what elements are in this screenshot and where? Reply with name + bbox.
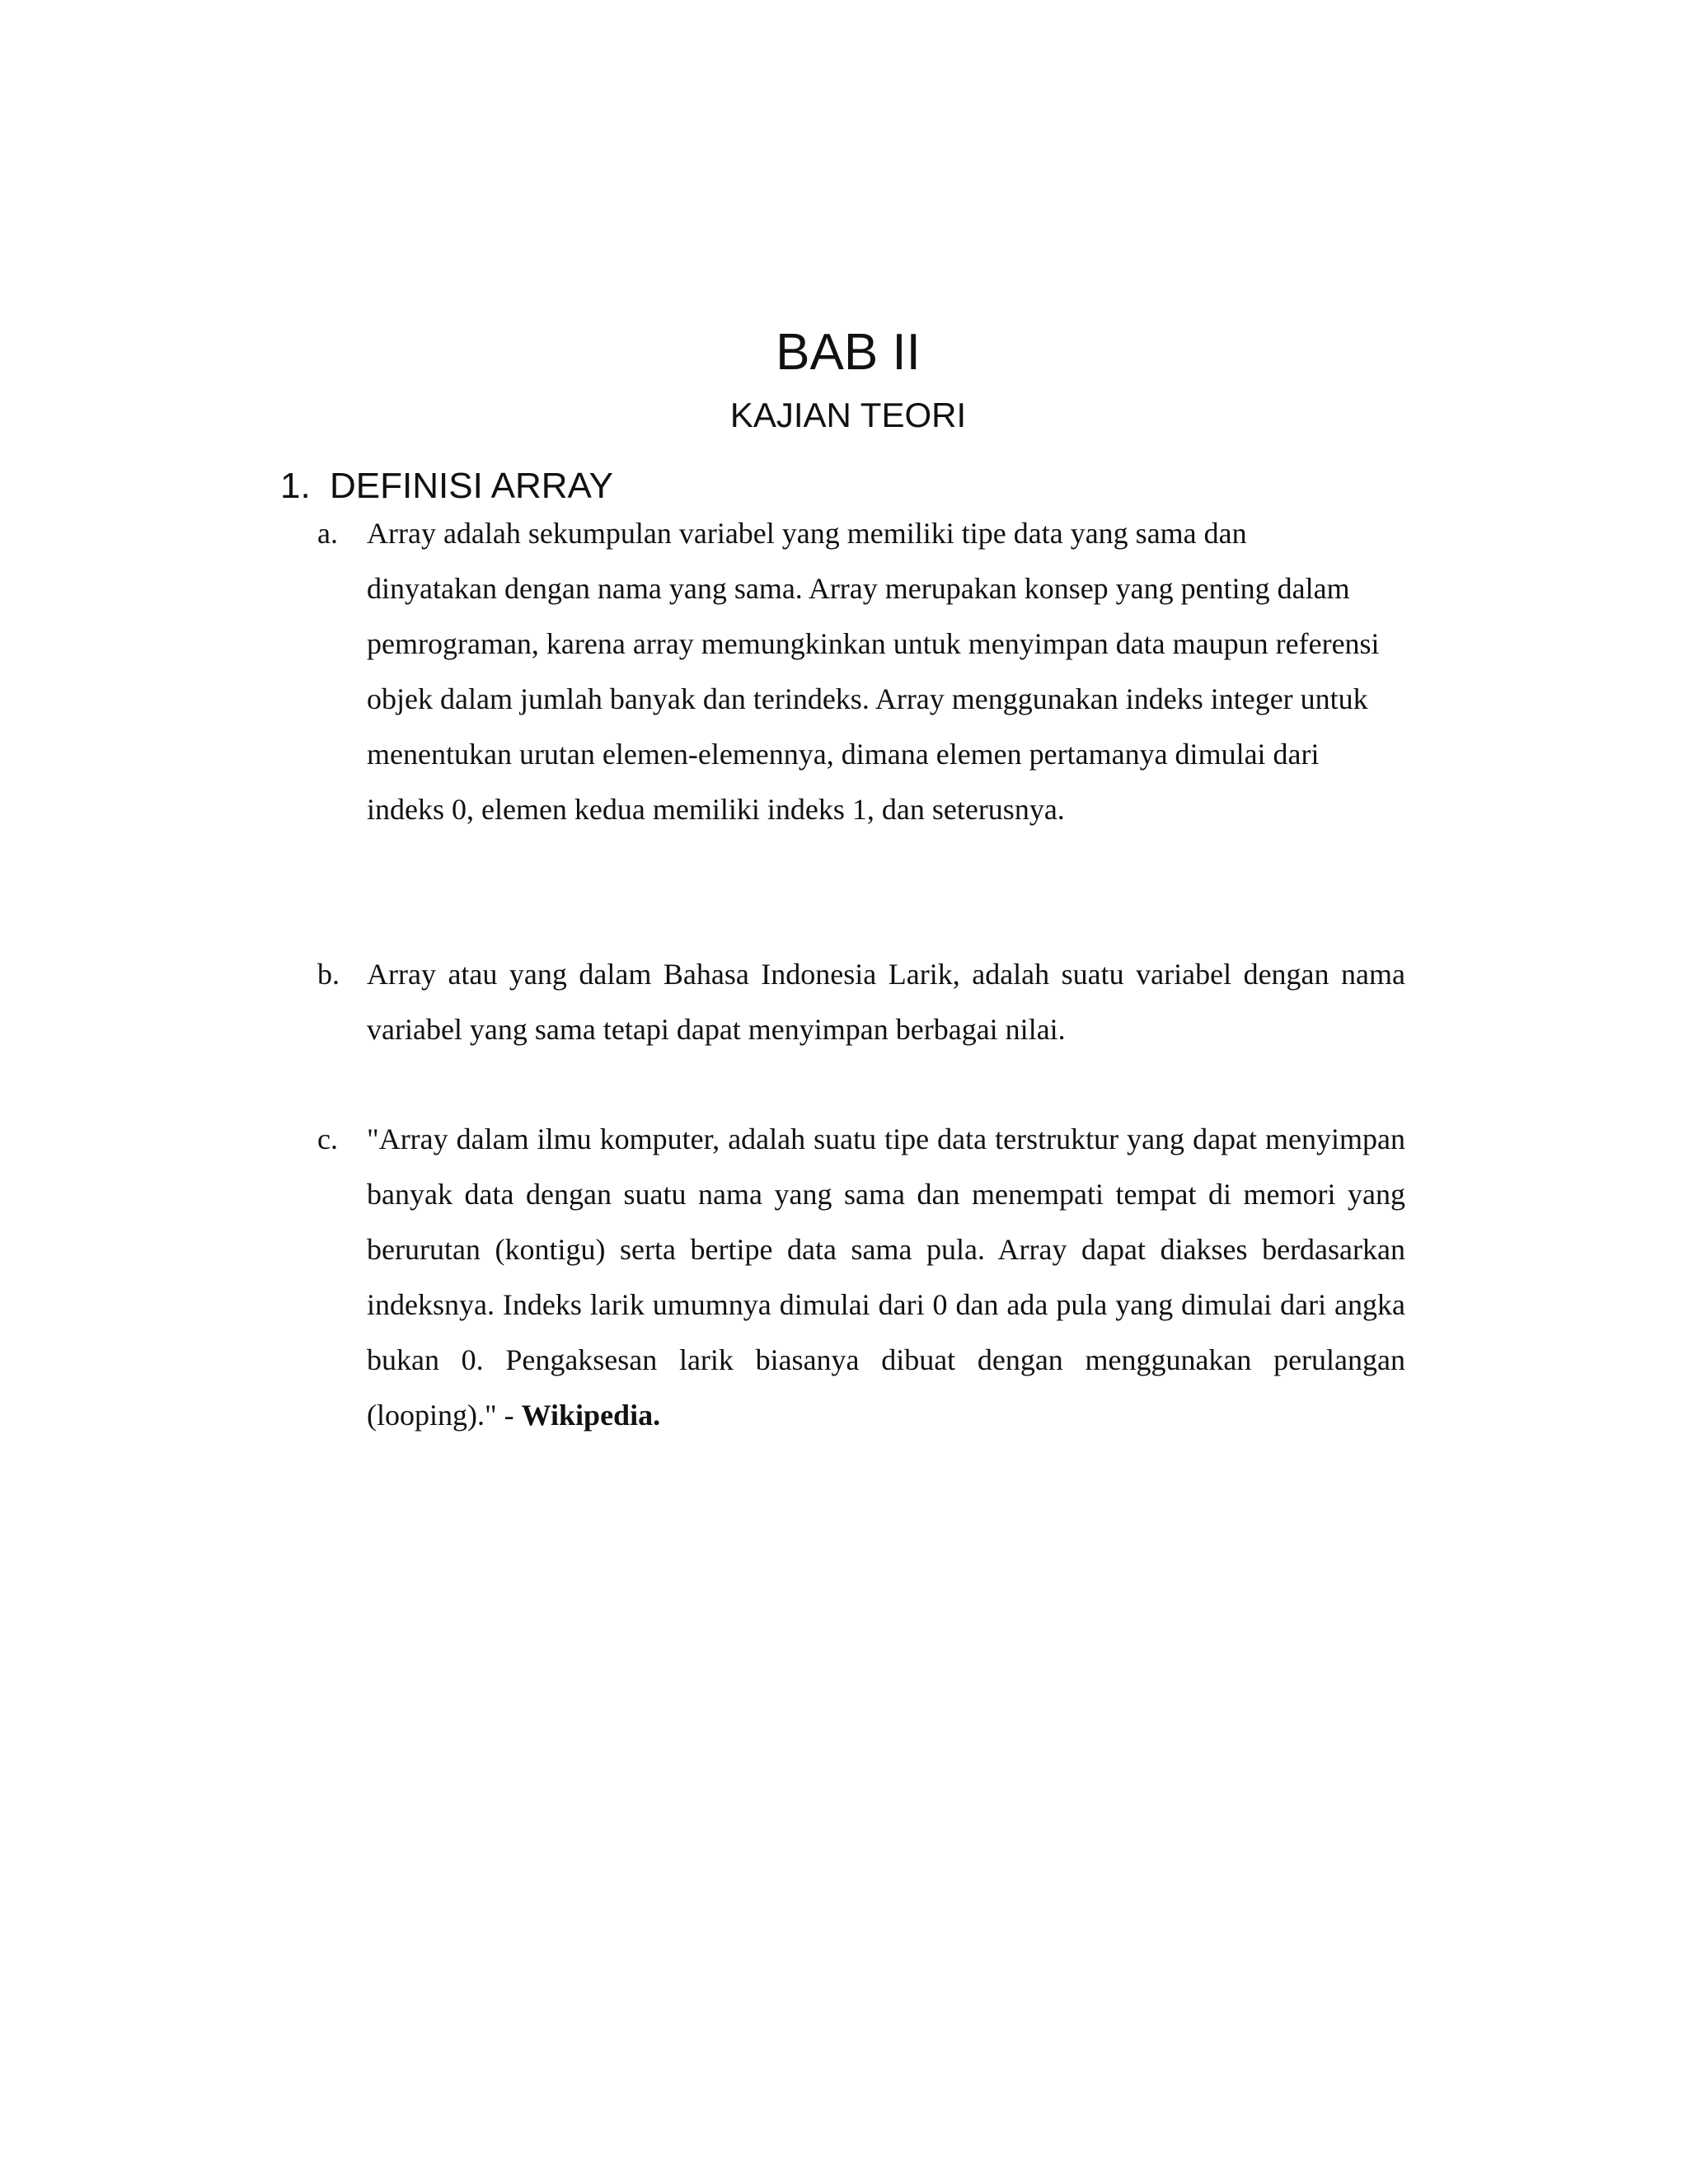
list-item-text: Array adalah sekumpulan variabel yang memiliki tipe data yang sama dan dinyatakan dengan nama yang sama. Array merupakan konsep yang penting dalam pemrograman, karena array memungkinkan untuk menyimpan data maupun referensi objek dalam jumlah banyak dan terindeks. Array menggunakan indeks integer untuk menentukan urutan elemen-elemennya, dimana elemen pertamanya dimulai dari indeks 0, elemen kedua memiliki indeks 1, dan seterusnya. — [367, 517, 1380, 826]
list-marker: a. — [317, 517, 338, 550]
list-item-a — [317, 506, 1381, 837]
list-marker: c. — [317, 1122, 338, 1155]
section-heading — [280, 464, 613, 509]
source-citation: Wikipedia. — [521, 1399, 661, 1432]
list-item-b — [317, 947, 1405, 1057]
list-item-body — [367, 1112, 1405, 1443]
list-item-c — [317, 1112, 1405, 1443]
section-heading-text: DEFINISI ARRAY — [330, 466, 613, 506]
list-item-text: Array atau yang dalam Bahasa Indonesia Larik, adalah suatu variabel dengan nama variabel yang sama tetapi dapat menyimpan berbagai nilai. — [367, 958, 1405, 1046]
chapter-subtitle: KAJIAN TEORI — [729, 396, 967, 434]
chapter-title: BAB II — [776, 324, 921, 381]
list-marker: b. — [317, 958, 340, 991]
section-number: 1. — [280, 466, 311, 506]
list-item-text: "Array dalam ilmu komputer, adalah suatu tipe data terstruktur yang dapat menyimpan banyak data dengan suatu nama yang sama dan menempati tempat di memori yang berurutan (kontigu) serta bertipe data sama pula. Array dapat diakses berdasarkan indeksnya. Indeks larik umumnya dimulai dari 0 dan ada pula yang dimulai dari angka bukan 0. Pengaksesan larik biasanya dibuat dengan menggunakan perulangan (looping)." - — [367, 1122, 1405, 1432]
